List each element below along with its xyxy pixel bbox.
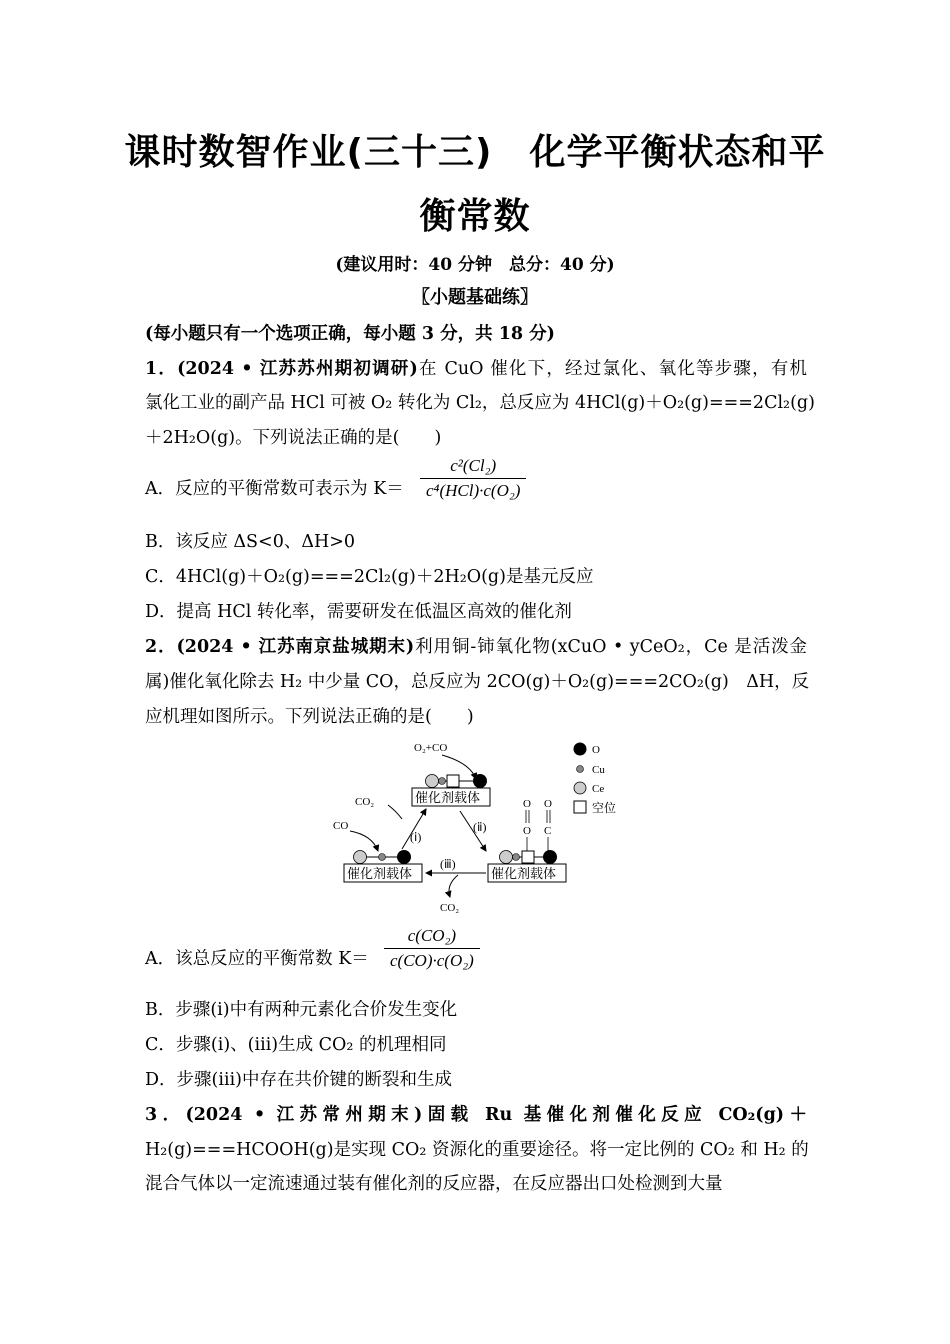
time-note: (建议用时：40 分钟 总分：40 分) — [335, 255, 615, 275]
q1-option-a-fraction — [420, 456, 526, 501]
arrow-co2-out — [388, 805, 402, 819]
right-carrier-label: 催化剂载体 — [491, 867, 557, 882]
label-o2-co: O₂+CO — [414, 742, 448, 754]
label-step-iii: (ⅲ) — [440, 857, 456, 871]
q2-fraction-numerator: c(CO₂) — [407, 926, 457, 945]
q1-option-b: B．该反应 ΔS<0、ΔH>0 — [145, 532, 356, 552]
legend-cu-label: Cu — [592, 764, 605, 776]
right-vacancy — [522, 851, 534, 863]
arrow-co2-iii — [449, 875, 458, 897]
q3-line3: 混合气体以一定流速通过装有催化剂的反应器，在反应器出口处检测到大量 — [145, 1174, 723, 1194]
q2-option-d: D．步骤(ⅲ)中存在共价键的断裂和生成 — [145, 1070, 452, 1090]
q1-source: (2024 • 江苏苏州期初调研) — [177, 359, 418, 379]
legend-vacancy-icon — [574, 801, 586, 813]
legend-ce-label: Ce — [592, 783, 605, 795]
top-vacancy — [447, 775, 459, 787]
page-title-line1: 课时数智作业(三十三) 化学平衡状态和平 — [124, 132, 826, 173]
q2-option-b: B．步骤(ⅰ)中有两种元素化合价发生变化 — [145, 1000, 458, 1020]
top-o-atom — [473, 774, 487, 788]
label-step-ii: (ⅱ) — [473, 820, 487, 834]
q1-stem-part1: 在 CuO 催化下，经过氯化、氧化等步骤，有机 — [417, 359, 807, 379]
top-carrier-label: 催化剂载体 — [415, 791, 481, 806]
q1-line1 — [145, 355, 807, 380]
q2-line3: 应机理如图所示。下列说法正确的是( ) — [145, 707, 474, 727]
right-ce-atom — [500, 851, 513, 864]
q2-fraction-denominator: c(CO)·c(O₂) — [390, 951, 474, 970]
q1-line3: ＋2H₂O(g)。下列说法正确的是( ) — [145, 428, 442, 448]
q1-option-d: D．提高 HCl 转化率，需要研发在低温区高效的催化剂 — [145, 602, 572, 622]
q1-option-c: C．4HCl(g)＋O₂(g)===2Cl₂(g)＋2H₂O(g)是基元反应 — [145, 567, 594, 587]
q2-line1 — [145, 633, 807, 658]
q1-number: 1． — [145, 359, 178, 379]
label-step-i: (ⅰ) — [410, 830, 422, 844]
q3-line1: 3．(2024 • 江苏常州期末)固载 Ru 基催化剂催化反应 CO₂(g)＋ — [145, 1105, 807, 1125]
arrow-co-in — [350, 831, 378, 851]
legend-o-label: O — [592, 744, 600, 756]
q2-option-a-fraction — [384, 926, 480, 971]
page-title-line2: 衡常数 — [419, 196, 531, 237]
right-o-atom — [543, 850, 557, 864]
legend-vacancy-label: 空位 — [592, 801, 617, 815]
label-co-left: CO — [333, 820, 349, 832]
left-o-atom — [397, 850, 411, 864]
left-cu-atom — [379, 854, 386, 861]
q2-option-a: A．该总反应的平衡常数 K＝ — [145, 949, 369, 969]
q1-fraction-denominator: c⁴(HCl)·c(O₂) — [426, 481, 521, 500]
legend-ce-icon — [574, 782, 586, 794]
q1-option-a: A．反应的平衡常数可表示为 K＝ — [145, 479, 404, 499]
section-note: (每小题只有一个选项正确，每小题 3 分，共 18 分) — [145, 324, 555, 344]
q2-option-c: C．步骤(ⅰ)、(ⅲ)生成 CO₂ 的机理相同 — [145, 1035, 447, 1055]
top-ce-atom — [426, 775, 439, 788]
left-o-lower: O — [523, 825, 531, 837]
q2-source: (2024 • 江苏南京盐城期末) — [176, 637, 415, 657]
q1-line2: 氯化工业的副产品 HCl 可被 O₂ 转化为 Cl₂，总反应为 4HCl(g)＋O₂(g)===2Cl₂(g) — [145, 393, 815, 413]
left-ce-atom — [354, 851, 367, 864]
right-cu-atom — [513, 854, 520, 861]
right-o-upper: O — [544, 798, 552, 810]
q2-number: 2． — [145, 637, 177, 657]
label-co2-bottom: CO₂ — [440, 902, 460, 914]
q2-line2: 属)催化氧化除去 H₂ 中少量 CO，总反应为 2CO(g)＋O₂(g)===2CO₂(g) ΔH，反 — [145, 672, 810, 692]
fraction-bar — [420, 478, 526, 479]
right-c-atom: C — [544, 825, 552, 837]
q2-stem-part1: 利用铜-铈氧化物(xCuO • yCeO₂，Ce 是活泼金 — [414, 637, 808, 657]
fraction-bar — [384, 948, 480, 949]
left-o-upper: O — [523, 798, 531, 810]
legend-cu-icon — [577, 766, 584, 773]
label-co2-left: CO₂ — [355, 796, 375, 808]
q3-line2: H₂(g)===HCOOH(g)是实现 CO₂ 资源化的重要途径。将一定比例的 CO₂ 和 H₂ 的 — [145, 1140, 809, 1160]
legend-o-icon — [574, 743, 587, 756]
mechanism-diagram — [330, 735, 630, 915]
q1-fraction-numerator: c²(Cl₂) — [450, 456, 497, 475]
section-heading: 〖小题基础练〗 — [412, 287, 538, 308]
top-cu-atom — [439, 778, 446, 785]
left-carrier-label: 催化剂载体 — [347, 867, 413, 882]
